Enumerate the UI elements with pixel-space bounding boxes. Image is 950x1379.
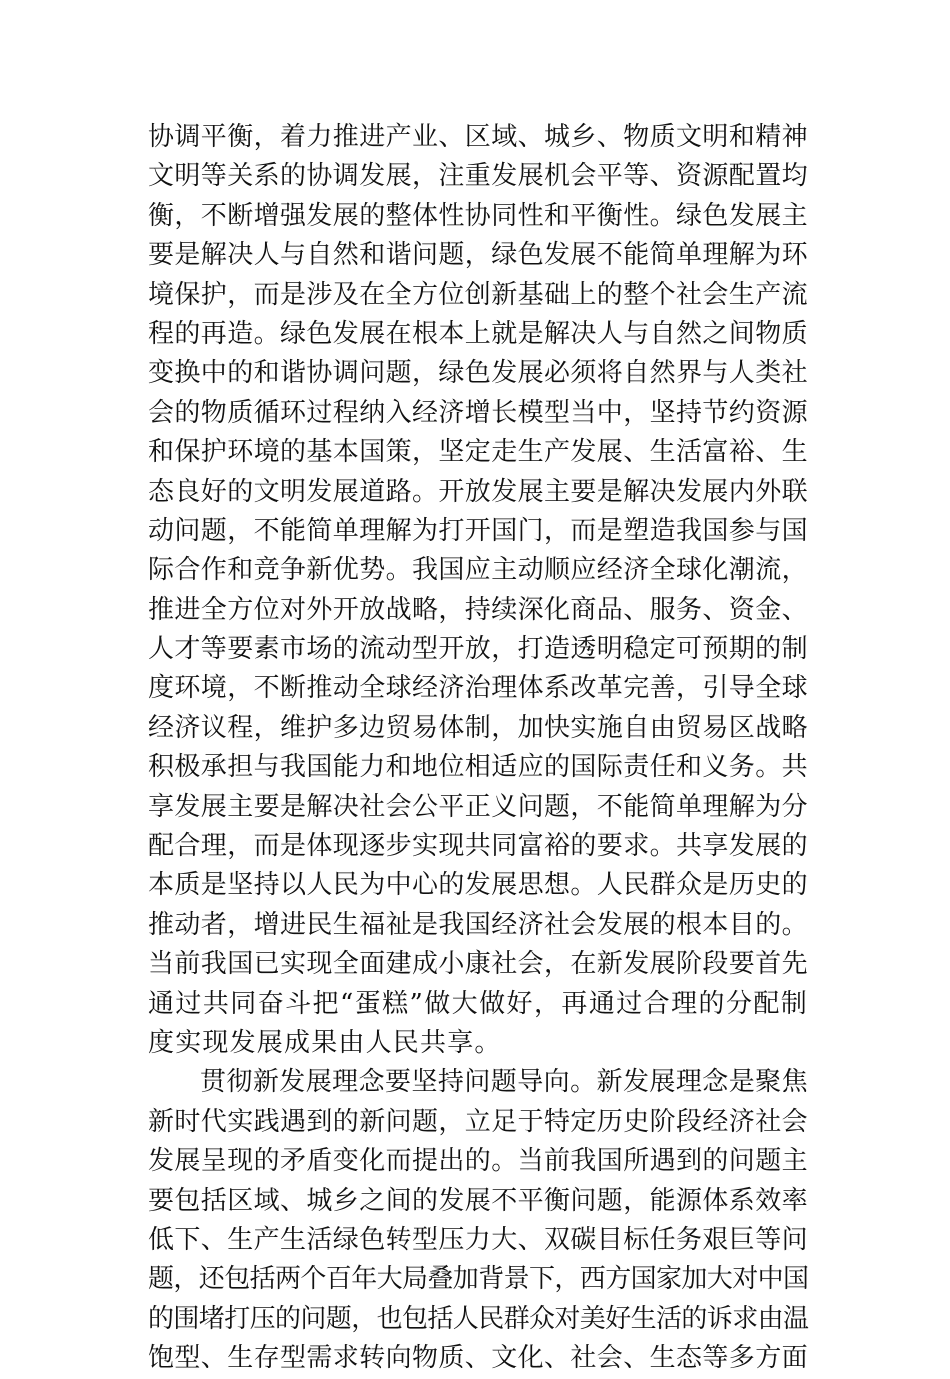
text-line: 经济议程，维护多边贸易体制，加快实施自由贸易区战略 [148, 712, 809, 743]
text-line: 新时代实践遇到的新问题，立足于特定历史阶段经济社会 [148, 1106, 809, 1137]
text-line: 贯彻新发展理念要坚持问题导向。新发展理念是聚焦 [200, 1067, 808, 1098]
text-line: 境保护，而是涉及在全方位创新基础上的整个社会生产流 [148, 279, 809, 310]
text-line: 当前我国已实现全面建成小康社会，在新发展阶段要首先 [148, 949, 809, 980]
text-line: 会的物质循环过程纳入经济增长模型当中，坚持节约资源 [148, 397, 809, 428]
text-line: 文明等关系的协调发展，注重发展机会平等、资源配置均 [148, 161, 809, 192]
text-line: 态良好的文明发展道路。开放发展主要是解决发展内外联 [148, 476, 809, 507]
text-line: 要包括区域、城乡之间的发展不平衡问题，能源体系效率 [148, 1185, 809, 1216]
text-line: 积极承担与我国能力和地位相适应的国际责任和义务。共 [148, 752, 809, 783]
text-line: 人才等要素市场的流动型开放，打造透明稳定可预期的制 [148, 634, 809, 665]
text-line: 变换中的和谐协调问题，绿色发展必须将自然界与人类社 [148, 358, 809, 389]
text-line: 配合理，而是体现逐步实现共同富裕的要求。共享发展的 [148, 831, 809, 862]
text-line: 要是解决人与自然和谐问题，绿色发展不能简单理解为环 [148, 240, 809, 271]
text-line: 的围堵打压的问题，也包括人民群众对美好生活的诉求由温 [148, 1303, 809, 1334]
text-line: 程的再造。绿色发展在根本上就是解决人与自然之间物质 [148, 318, 809, 349]
text-line: 通过共同奋斗把“蛋糕”做大做好，再通过合理的分配制 [148, 988, 808, 1019]
text-line: 度实现发展成果由人民共享。 [148, 1027, 502, 1058]
body-text [148, 118, 808, 1379]
text-line: 本质是坚持以人民为中心的发展思想。人民群众是历史的 [148, 870, 809, 901]
text-line: 题，还包括两个百年大局叠加背景下，西方国家加大对中国 [148, 1264, 809, 1295]
text-line: 享发展主要是解决社会公平正义问题，不能简单理解为分 [148, 791, 809, 822]
text-line: 推进全方位对外开放战略，持续深化商品、服务、资金、 [148, 594, 809, 625]
text-line: 低下、生产生活绿色转型压力大、双碳目标任务艰巨等问 [148, 1224, 809, 1255]
text-line: 协调平衡，着力推进产业、区域、城乡、物质文明和精神 [148, 122, 809, 152]
text-line: 动问题，不能简单理解为打开国门，而是塑造我国参与国 [148, 515, 809, 546]
text-line: 衡，不断增强发展的整体性协同性和平衡性。绿色发展主 [148, 200, 809, 231]
text-line: 发展呈现的矛盾变化而提出的。当前我国所遇到的问题主 [148, 1146, 809, 1177]
text-line: 度环境，不断推动全球经济治理体系改革完善，引导全球 [148, 673, 809, 704]
text-line: 和保护环境的基本国策，坚定走生产发展、生活富裕、生 [148, 437, 809, 468]
text-line: 推动者，增进民生福祉是我国经济社会发展的根本目的。 [148, 909, 809, 940]
text-line: 饱型、生存型需求转向物质、文化、社会、生态等多方面 [148, 1343, 809, 1374]
text-line: 际合作和竞争新优势。我国应主动顺应经济全球化潮流， [148, 555, 809, 586]
